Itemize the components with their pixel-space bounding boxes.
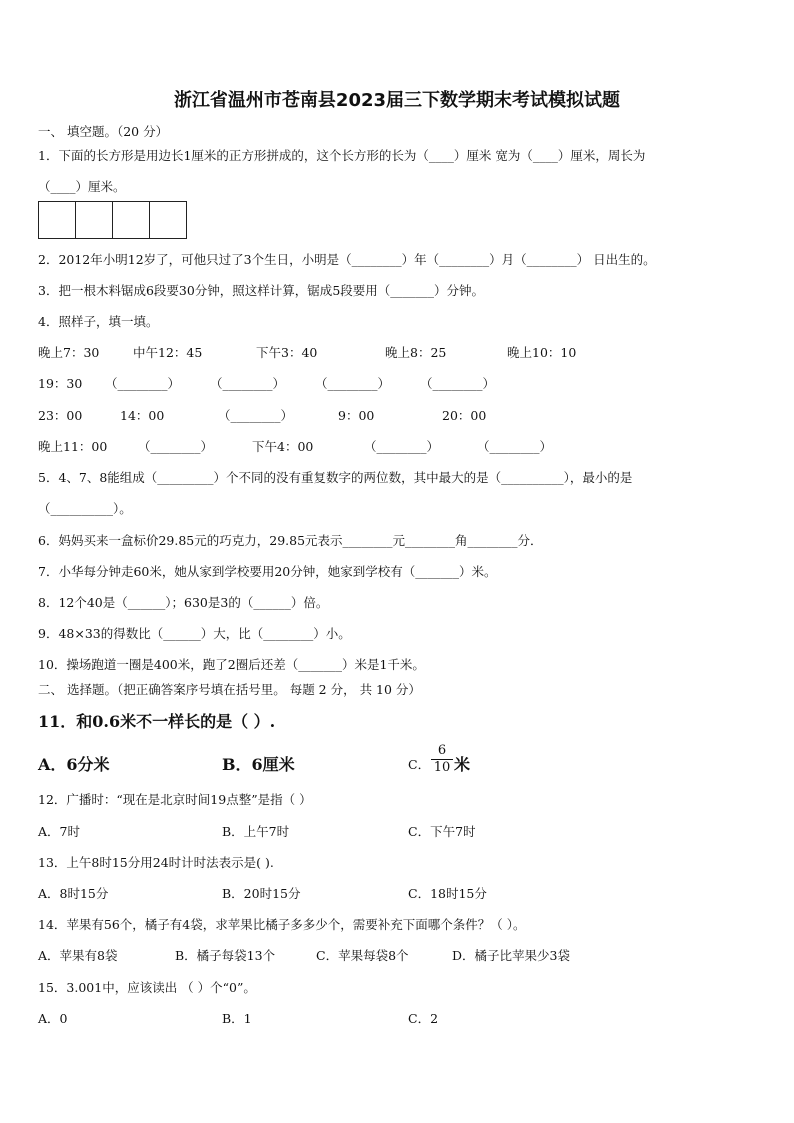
option-c: C． xyxy=(408,757,431,772)
option-a: A．7时 xyxy=(38,824,80,839)
time-cell: 14：00 xyxy=(120,408,165,423)
option-a: A．6分米 xyxy=(38,755,110,774)
question-6: 6．妈妈买来一盒标价29.85元的巧克力，29.85元表示________元________角________分． xyxy=(38,533,543,548)
question-1-line-2: （____）厘米。 xyxy=(38,179,126,194)
answer-blank: （________） xyxy=(218,408,294,423)
answer-blank: （________） xyxy=(138,439,214,454)
question-11: 11．和0.6米不一样长的是（ ）. xyxy=(38,712,276,731)
time-cell: 晚上8：25 xyxy=(385,345,447,360)
time-cell: 晚上7：30 xyxy=(38,345,100,360)
option-c: C．下午7时 xyxy=(408,824,476,839)
option-b: B．20时15分 xyxy=(222,886,301,901)
square-cell xyxy=(112,201,150,239)
option-c: C．18时15分 xyxy=(408,886,487,901)
question-9: 9．48×33的得数比（______）大，比（________）小。 xyxy=(38,626,351,641)
question-15: 15．3.001中，应该读出 （ ）个“0”。 xyxy=(38,980,256,995)
question-8: 8．12个40是（______）；630是3的（______）倍。 xyxy=(38,595,329,610)
section-2-heading: 二、 选择题。（把正确答案序号填在括号里。 每题 2 分， 共 10 分） xyxy=(38,682,421,697)
fraction xyxy=(431,743,453,776)
time-cell: 19：30 xyxy=(38,376,83,391)
answer-blank: （________） xyxy=(105,376,181,391)
fraction-unit: 米 xyxy=(454,755,471,774)
time-cell: 下午3：40 xyxy=(256,345,318,360)
option-b: B．上午7时 xyxy=(222,824,290,839)
question-7: 7．小华每分钟走60米，她从家到学校要用20分钟，她家到学校有（_______）米。 xyxy=(38,564,497,579)
time-cell: 中午12：45 xyxy=(133,345,203,360)
question-1-line-1: 1．下面的长方形是用边长1厘米的正方形拼成的，这个长方形的长为（____）厘米 宽为（____）厘米，周长为 xyxy=(38,148,646,163)
option-a: A．苹果有8袋 xyxy=(38,948,118,963)
time-cell: 下午4：00 xyxy=(252,439,314,454)
square-cell xyxy=(38,201,76,239)
time-cell: 23：00 xyxy=(38,408,83,423)
time-cell: 9：00 xyxy=(338,408,375,423)
time-cell: 20：00 xyxy=(442,408,487,423)
page-title: 浙江省温州市苍南县2023届三下数学期末考试模拟试题 xyxy=(173,90,621,111)
question-2: 2．2012年小明12岁了，可他只过了3个生日，小明是（________）年（________）月（________） 日出生的。 xyxy=(38,252,656,267)
option-b: B．橘子每袋13个 xyxy=(175,948,276,963)
answer-blank: （________） xyxy=(210,376,286,391)
question-4: 4．照样子，填一填。 xyxy=(38,314,159,329)
time-cell: 晚上10：10 xyxy=(507,345,577,360)
fraction-denominator: 10 xyxy=(433,760,451,775)
question-12: 12．广播时：“现在是北京时间19点整”是指（ ） xyxy=(38,792,312,807)
fraction-numerator: 6 xyxy=(431,743,453,760)
square-cell xyxy=(75,201,113,239)
question-5-line-2: （__________）。 xyxy=(38,501,132,516)
option-d: D．橘子比苹果少3袋 xyxy=(452,948,570,963)
option-a: A．0 xyxy=(38,1011,68,1026)
time-cell: 晚上11：00 xyxy=(38,439,108,454)
option-b: B．6厘米 xyxy=(222,755,295,774)
option-b: B．1 xyxy=(222,1011,252,1026)
option-a: A．8时15分 xyxy=(38,886,109,901)
question-13: 13．上午8时15分用24时计时法表示是( ). xyxy=(38,855,274,870)
option-c: C．苹果每袋8个 xyxy=(316,948,409,963)
question-10: 10．操场跑道一圈是400米，跑了2圈后还差（_______）米是1千米。 xyxy=(38,657,425,672)
question-14: 14．苹果有56个，橘子有4袋，求苹果比橘子多多少个，需要补充下面哪个条件？（ ）。 xyxy=(38,917,526,932)
answer-blank: （________） xyxy=(420,376,496,391)
square-cell xyxy=(149,201,187,239)
question-5-line-1: 5．4、7、8能组成（_________）个不同的没有重复数字的两位数，其中最大的是（__________），最小的是 xyxy=(38,470,633,485)
answer-blank: （________） xyxy=(477,439,553,454)
question-3: 3．把一根木料锯成6段要30分钟，照这样计算，锯成5段要用（_______）分钟。 xyxy=(38,283,485,298)
answer-blank: （________） xyxy=(315,376,391,391)
option-c: C．2 xyxy=(408,1011,439,1026)
answer-blank: （________） xyxy=(364,439,440,454)
rectangle-squares-figure xyxy=(38,201,187,239)
section-1-heading: 一、 填空题。（20 分） xyxy=(38,124,169,139)
